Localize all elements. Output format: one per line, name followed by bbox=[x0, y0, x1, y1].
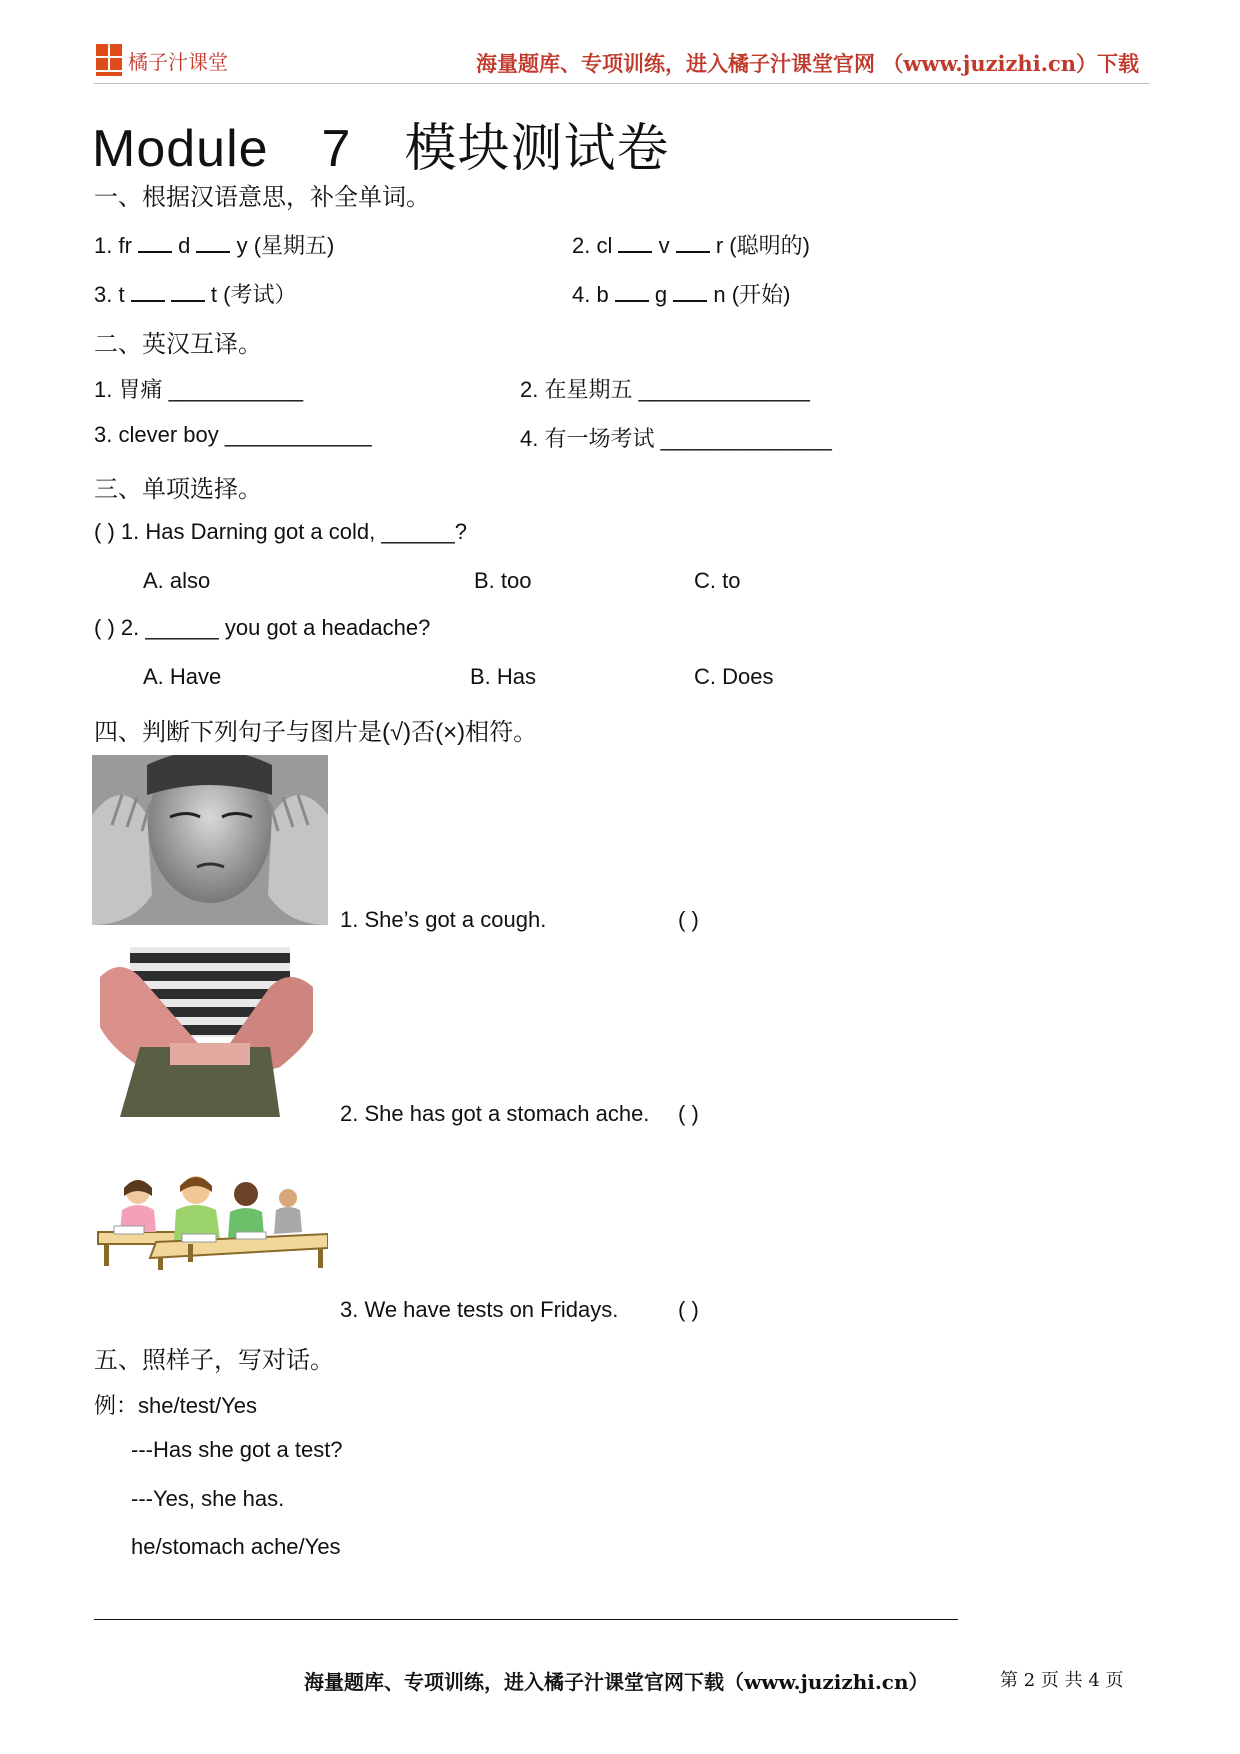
s2-question-1: 1. 胃痛 ___________ bbox=[94, 377, 304, 402]
s1-question-4: 4. b g n (开始) bbox=[572, 282, 791, 307]
fill-blank[interactable] bbox=[618, 233, 652, 253]
s3-question-2-stem: ( ) 2. ______ you got a headache? bbox=[94, 615, 431, 640]
stomach-ache-image bbox=[100, 947, 313, 1117]
s1-question-2: 2. cl v r (聪明的) bbox=[572, 233, 810, 258]
answer-line[interactable] bbox=[94, 1619, 958, 1620]
page-number: 第 2 页 共 4 页 bbox=[1000, 1670, 1124, 1691]
headache-woman-image bbox=[92, 755, 328, 925]
s3-q1-option-a[interactable]: A. also bbox=[143, 568, 211, 593]
section2-heading: 二、英汉互译。 bbox=[94, 331, 262, 358]
s2-question-3: 3. clever boy ____________ bbox=[94, 422, 372, 447]
s5-example-line1: ---Has she got a test? bbox=[131, 1437, 343, 1462]
s1-question-1: 1. fr d y (星期五) bbox=[94, 233, 335, 258]
fill-blank[interactable] bbox=[131, 282, 165, 302]
s3-q2-option-b[interactable]: B. Has bbox=[470, 664, 537, 689]
s3-q1-option-c[interactable]: C. to bbox=[694, 568, 741, 593]
s4-item-3-text: 3. We have tests on Fridays. bbox=[340, 1297, 619, 1322]
fill-blank[interactable] bbox=[676, 233, 710, 253]
fill-blank[interactable] bbox=[171, 282, 205, 302]
s3-q1-option-b[interactable]: B. too bbox=[474, 568, 532, 593]
header-divider bbox=[94, 83, 1150, 84]
s3-q2-option-c[interactable]: C. Does bbox=[694, 664, 774, 689]
section1-heading: 一、根据汉语意思，补全单词。 bbox=[94, 184, 430, 211]
s3-question-1-stem: ( ) 1. Has Darning got a cold, ______? bbox=[94, 519, 468, 544]
section3-heading: 三、单项选择。 bbox=[94, 476, 262, 503]
s4-item-1-answer[interactable]: ( ) bbox=[678, 907, 699, 932]
s2-question-4: 4. 有一场考试 ______________ bbox=[520, 426, 832, 451]
s5-example-line2: ---Yes, she has. bbox=[131, 1486, 285, 1511]
fill-blank[interactable] bbox=[138, 233, 172, 253]
s4-item-1-text: 1. She’s got a cough. bbox=[340, 907, 547, 932]
s3-q2-option-a[interactable]: A. Have bbox=[143, 664, 222, 689]
section5-heading: 五、照样子，写对话。 bbox=[94, 1347, 334, 1374]
logo-text: 橘子汁课堂 bbox=[128, 50, 228, 74]
s4-item-3-answer[interactable]: ( ) bbox=[678, 1297, 699, 1322]
footer-site-link[interactable]: 海量题库、专项训练，进入橘子汁课堂官网下载（www.juzizhi.cn） bbox=[304, 1670, 929, 1694]
s5-example: 例：she/test/Yes bbox=[94, 1393, 258, 1418]
s4-item-2-answer[interactable]: ( ) bbox=[678, 1101, 699, 1126]
s1-question-3: 3. t t (考试） bbox=[94, 282, 297, 307]
fill-blank[interactable] bbox=[673, 282, 707, 302]
s4-item-2-text: 2. She has got a stomach ache. bbox=[340, 1101, 650, 1126]
students-test-image bbox=[96, 1170, 328, 1270]
page-title: Module 7 模块测试卷 bbox=[92, 120, 670, 178]
section4-heading: 四、判断下列句子与图片是(√)否(×)相符。 bbox=[94, 719, 538, 746]
s2-question-2: 2. 在星期五 ______________ bbox=[520, 377, 810, 402]
header-site-link[interactable]: 海量题库、专项训练，进入橘子汁课堂官网 （www.juzizhi.cn）下载 bbox=[476, 51, 1140, 76]
s5-prompt: he/stomach ache/Yes bbox=[131, 1534, 341, 1559]
fill-blank[interactable] bbox=[196, 233, 230, 253]
fill-blank[interactable] bbox=[615, 282, 649, 302]
